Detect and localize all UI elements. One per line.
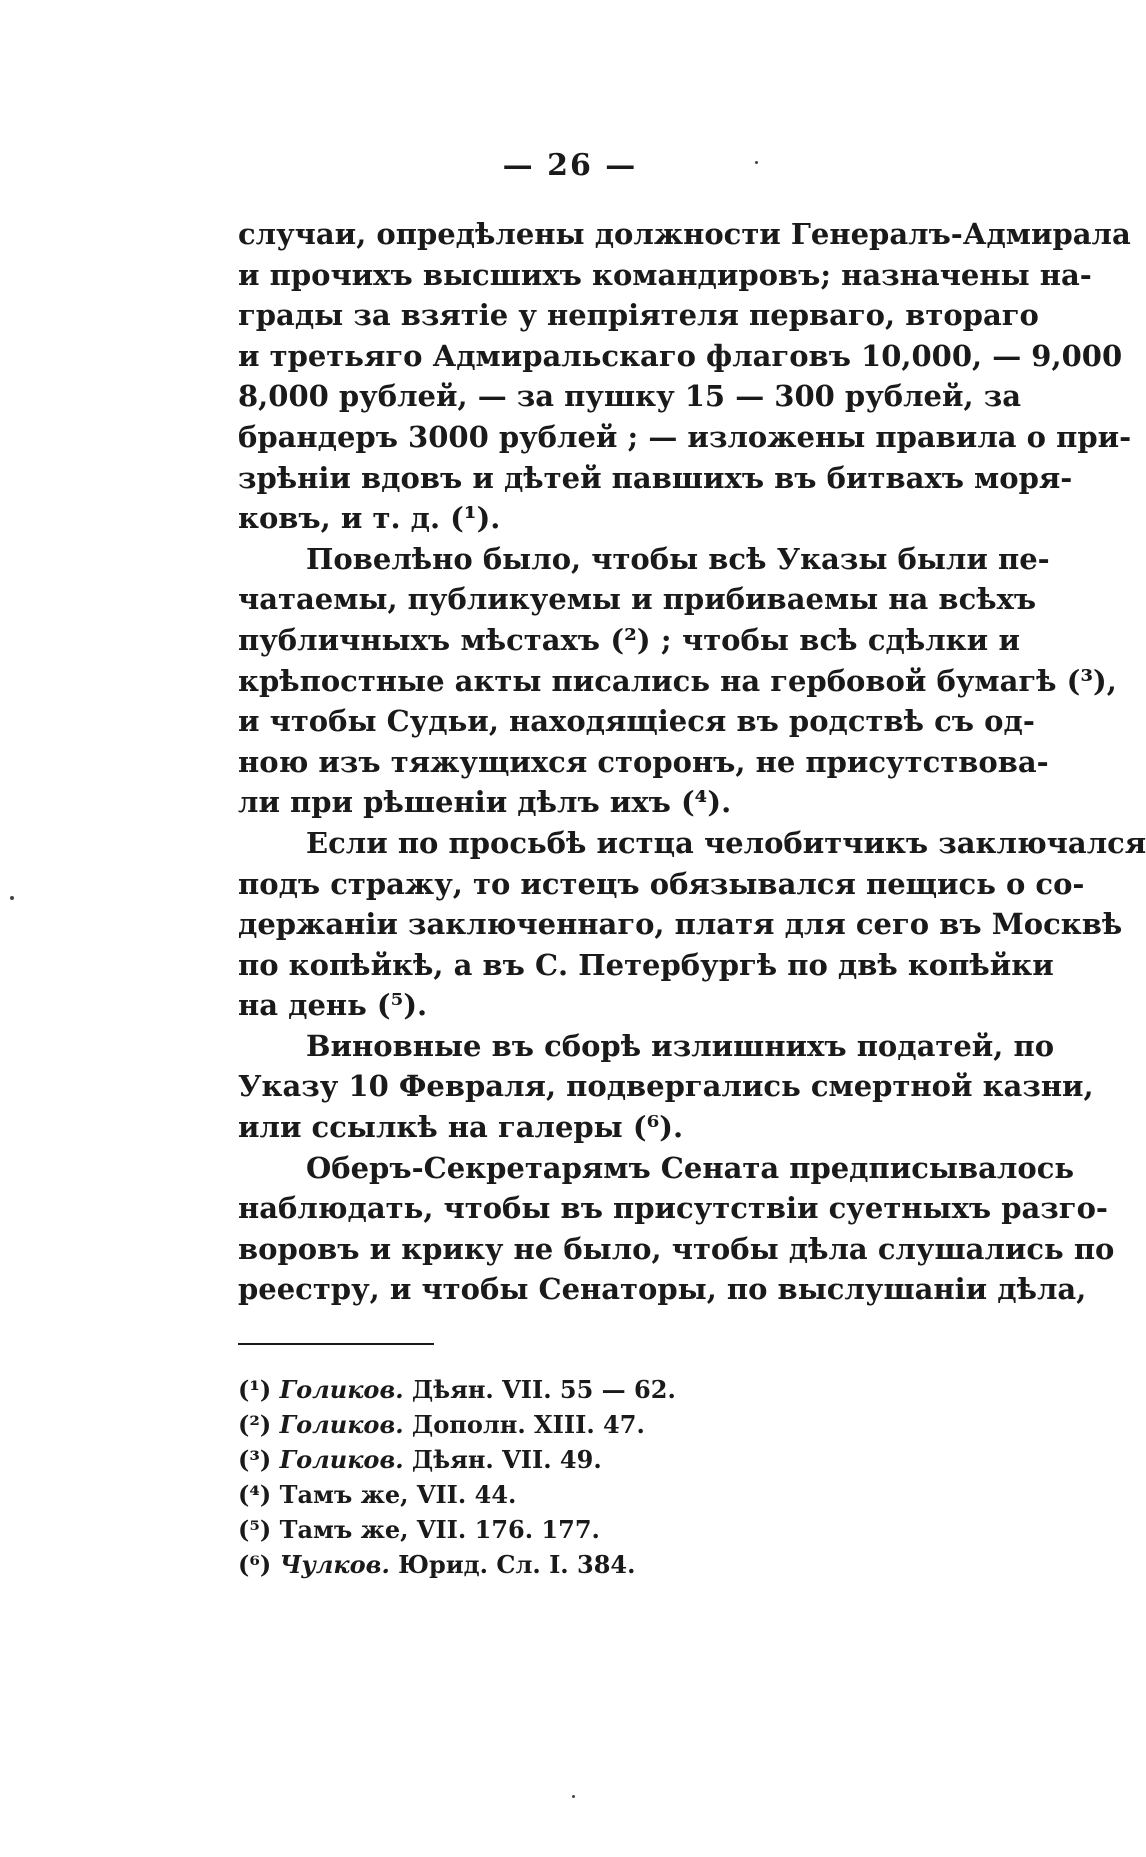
text-line: Оберъ-Секретарямъ Сената предписывалось <box>306 1150 1075 1185</box>
footnote-ref: Юрид. Сл. I. 384. <box>398 1550 636 1579</box>
text-line: ли при рѣшеніи дѣлъ ихъ (⁴). <box>238 785 732 820</box>
text-line: Виновные въ сборѣ излишнихъ податей, по <box>306 1028 1055 1063</box>
text-line: и прочихъ высшихъ командировъ; назначены на- <box>238 257 1092 292</box>
text-line: публичныхъ мѣстахъ (²) ; чтобы всѣ сдѣлки и <box>238 622 1020 657</box>
text-line: 8,000 рублей, — за пушку 15 — 300 рублей, за <box>238 379 1021 414</box>
text-line: воровъ и крику не было, чтобы дѣла слушались по <box>238 1231 1115 1266</box>
footnote-mark: (⁵) <box>238 1515 272 1544</box>
footnote-mark: (⁶) <box>238 1550 272 1579</box>
text-line: подъ стражу, то истецъ обязывался пещись о со- <box>238 866 1085 901</box>
text-line: ковъ, и т. д. (¹). <box>238 501 501 536</box>
footnote <box>238 1372 838 1407</box>
paragraph-senate <box>238 1148 1115 1310</box>
footnote-source: Голиков. <box>279 1445 404 1474</box>
text-line: Указу 10 Февраля, подвергались смертной казни, <box>238 1069 1094 1104</box>
text-line: чатаемы, публикуемы и прибиваемы на всѣхъ <box>238 582 1037 617</box>
text-line: зрѣніи вдовъ и дѣтей павшихъ въ битвахъ моря- <box>238 460 1073 495</box>
text-line: и чтобы Судьи, находящіеся въ родствѣ съ од- <box>238 704 1035 739</box>
text-line: случаи, опредѣлены должности Генералъ-Адмирала <box>238 217 1131 251</box>
footnote-ref: Дѣян. VII. 49. <box>411 1445 602 1474</box>
text-line: Если по просьбѣ истца челобитчикъ заключался <box>306 825 1146 860</box>
text-line: держаніи заключеннаго, платя для сего въ Москвѣ <box>238 907 1123 942</box>
text-line: брандеръ 3000 рублей ; — изложены правила о при- <box>238 419 1132 454</box>
footnote-ref: Дѣян. VII. 55 — 62. <box>411 1375 676 1404</box>
footnote <box>238 1407 838 1442</box>
footnote-mark: (²) <box>238 1410 272 1439</box>
body-text <box>238 214 1146 1310</box>
footnotes <box>238 1372 838 1582</box>
footnote-ref: Дополн. XIII. 47. <box>411 1410 645 1439</box>
text-line: грады за взятіе у непріятеля перваго, втораго <box>238 298 1039 333</box>
footnote <box>238 1477 838 1512</box>
text-line: ною изъ тяжущихся сторонъ, не присутствова- <box>238 744 1049 779</box>
text-line: Повелѣно было, чтобы всѣ Указы были пе- <box>306 541 1050 576</box>
page-number: — 26 — <box>502 148 638 183</box>
footnote <box>238 1512 838 1547</box>
text-line: по копѣйкѣ, а въ С. Петербургѣ по двѣ копѣйки <box>238 947 1054 982</box>
paragraph-continuation <box>238 214 1132 539</box>
text-line: и третьяго Адмиральскаго флаговъ 10,000, — 9,000 <box>238 338 1123 373</box>
paragraph-decrees <box>238 539 1117 823</box>
text-line: или ссылкѣ на галеры (⁶). <box>238 1110 684 1145</box>
footnote <box>238 1547 838 1582</box>
footnote-ref: Тамъ же, VII. 176. 177. <box>279 1515 600 1544</box>
text-line: на день (⁵). <box>238 988 428 1023</box>
scan-speck <box>755 161 758 164</box>
footnote-source: Голиков. <box>279 1375 404 1404</box>
scan-speck <box>10 896 14 900</box>
scan-speck <box>572 1795 575 1798</box>
footnote-mark: (¹) <box>238 1375 272 1404</box>
paragraph-detention <box>238 823 1146 1026</box>
footnote <box>238 1442 838 1477</box>
footnote-mark: (⁴) <box>238 1480 272 1509</box>
footnote-source: Чулков. <box>279 1550 390 1579</box>
footnote-source: Голиков. <box>279 1410 404 1439</box>
text-line: крѣпостные акты писались на гербовой бумагѣ (³), <box>238 663 1117 698</box>
footnote-divider <box>238 1343 434 1345</box>
footnote-mark: (³) <box>238 1445 272 1474</box>
footnote-ref: Тамъ же, VII. 44. <box>279 1480 517 1509</box>
text-line: наблюдать, чтобы въ присутствіи суетныхъ разго- <box>238 1191 1108 1226</box>
paragraph-taxes <box>238 1026 1094 1148</box>
text-line: реестру, и чтобы Сенаторы, по выслушаніи дѣла, <box>238 1272 1087 1307</box>
